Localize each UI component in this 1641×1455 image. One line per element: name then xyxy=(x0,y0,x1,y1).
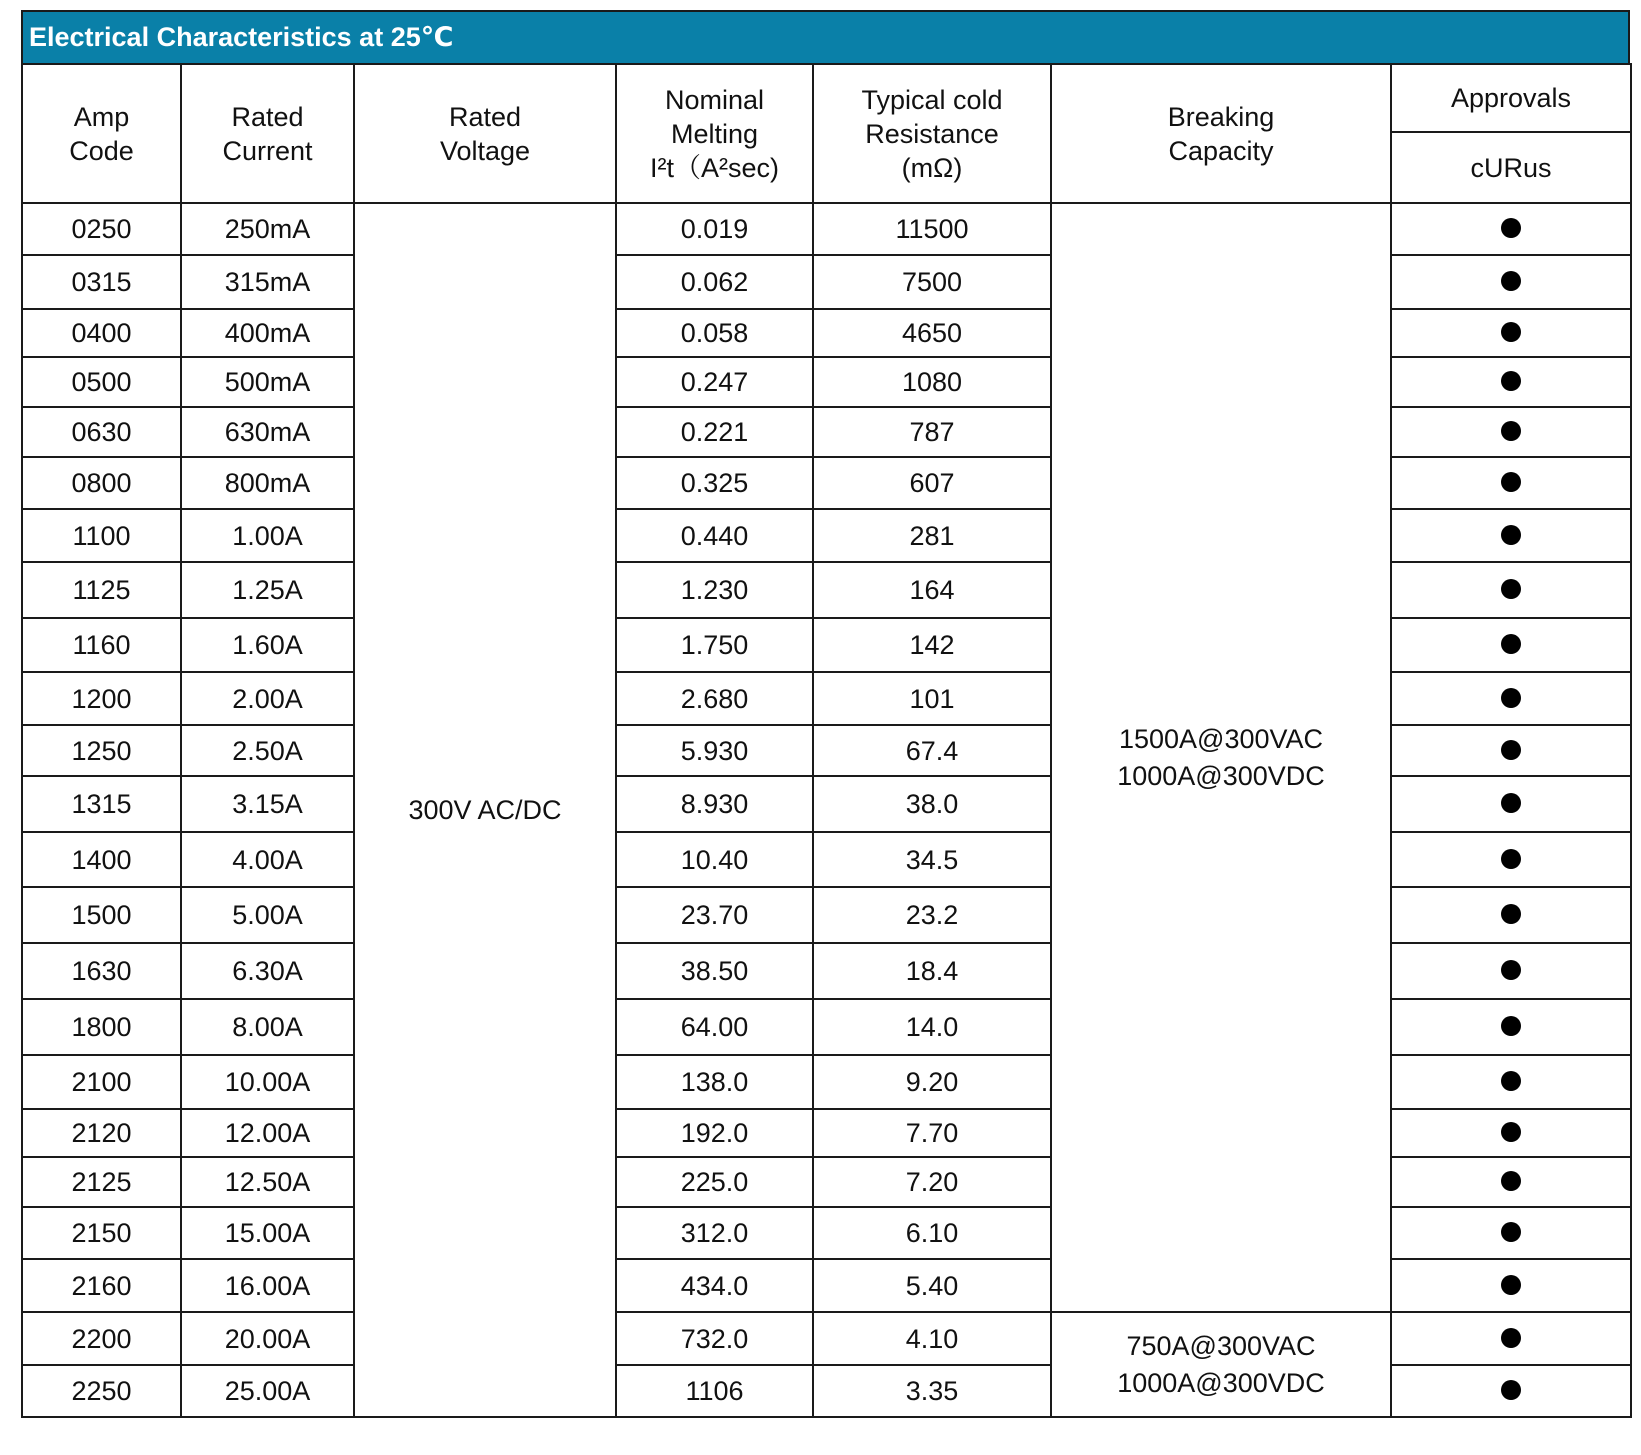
approval-cell xyxy=(1391,887,1631,943)
rated-current-cell: 250mA xyxy=(181,203,354,255)
amp-code-cell: 1500 xyxy=(22,887,181,943)
approval-dot-icon xyxy=(1501,525,1521,545)
nominal-melting-cell: 138.0 xyxy=(616,1055,813,1109)
amp-code-cell: 1125 xyxy=(22,562,181,618)
approval-cell xyxy=(1391,1259,1631,1312)
nominal-melting-cell: 1106 xyxy=(616,1365,813,1417)
approval-dot-icon xyxy=(1501,1328,1521,1348)
nominal-melting-cell: 8.930 xyxy=(616,776,813,832)
nominal-melting-cell: 0.325 xyxy=(616,457,813,509)
nominal-melting-cell: 192.0 xyxy=(616,1109,813,1157)
nominal-melting-cell: 1.750 xyxy=(616,618,813,672)
rated-current-cell: 315mA xyxy=(181,255,354,309)
nominal-melting-cell: 0.019 xyxy=(616,203,813,255)
amp-code-cell: 1100 xyxy=(22,509,181,562)
approval-dot-icon xyxy=(1501,1275,1521,1295)
nominal-melting-cell: 0.058 xyxy=(616,309,813,357)
approval-cell xyxy=(1391,999,1631,1055)
table-row xyxy=(22,203,1631,255)
nominal-melting-cell: 38.50 xyxy=(616,943,813,999)
approval-cell xyxy=(1391,457,1631,509)
approval-cell xyxy=(1391,1207,1631,1259)
approval-dot-icon xyxy=(1501,793,1521,813)
cold-resistance-cell: 607 xyxy=(813,457,1051,509)
cold-resistance-cell: 5.40 xyxy=(813,1259,1051,1312)
nominal-melting-cell: 64.00 xyxy=(616,999,813,1055)
amp-code-cell: 1160 xyxy=(22,618,181,672)
amp-code-cell: 1200 xyxy=(22,672,181,725)
cold-resistance-cell: 7.70 xyxy=(813,1109,1051,1157)
header-approvals-curus: cURus xyxy=(1391,132,1631,203)
cold-resistance-cell: 164 xyxy=(813,562,1051,618)
approval-dot-icon xyxy=(1501,271,1521,291)
nominal-melting-cell: 5.930 xyxy=(616,725,813,776)
electrical-characteristics-sheet xyxy=(21,10,1630,1418)
rated-current-cell: 12.00A xyxy=(181,1109,354,1157)
nominal-melting-cell: 0.247 xyxy=(616,357,813,407)
rated-current-cell: 500mA xyxy=(181,357,354,407)
breaking-capacity-line: 1000A@300VDC xyxy=(1117,760,1325,791)
cold-resistance-cell: 101 xyxy=(813,672,1051,725)
amp-code-cell: 1315 xyxy=(22,776,181,832)
rated-current-cell: 12.50A xyxy=(181,1157,354,1207)
rated-current-cell: 15.00A xyxy=(181,1207,354,1259)
breaking-capacity-cell xyxy=(1051,1312,1391,1417)
approval-dot-icon xyxy=(1501,740,1521,760)
approval-cell xyxy=(1391,776,1631,832)
table-row xyxy=(22,1312,1631,1365)
approval-cell xyxy=(1391,618,1631,672)
rated-current-cell: 2.00A xyxy=(181,672,354,725)
header-approvals: Approvals xyxy=(1391,64,1631,132)
header-rated-voltage: Rated Voltage xyxy=(354,64,616,203)
amp-code-cell: 2120 xyxy=(22,1109,181,1157)
approval-cell xyxy=(1391,943,1631,999)
approval-dot-icon xyxy=(1501,1122,1521,1142)
rated-current-cell: 16.00A xyxy=(181,1259,354,1312)
approval-cell xyxy=(1391,1157,1631,1207)
nominal-melting-cell: 0.440 xyxy=(616,509,813,562)
header-breaking-capacity: Breaking Capacity xyxy=(1051,64,1391,203)
approval-dot-icon xyxy=(1501,1222,1521,1242)
approval-cell xyxy=(1391,357,1631,407)
cold-resistance-cell: 38.0 xyxy=(813,776,1051,832)
approval-cell xyxy=(1391,1365,1631,1417)
approval-dot-icon xyxy=(1501,688,1521,708)
cold-resistance-cell: 7500 xyxy=(813,255,1051,309)
approval-dot-icon xyxy=(1501,904,1521,924)
rated-current-cell: 6.30A xyxy=(181,943,354,999)
amp-code-cell: 0500 xyxy=(22,357,181,407)
nominal-melting-cell: 0.062 xyxy=(616,255,813,309)
rated-current-cell: 20.00A xyxy=(181,1312,354,1365)
nominal-melting-cell: 2.680 xyxy=(616,672,813,725)
rated-current-cell: 800mA xyxy=(181,457,354,509)
cold-resistance-cell: 3.35 xyxy=(813,1365,1051,1417)
nominal-melting-cell: 732.0 xyxy=(616,1312,813,1365)
amp-code-cell: 2200 xyxy=(22,1312,181,1365)
header-amp-code: Amp Code xyxy=(22,64,181,203)
header-rated-current: Rated Current xyxy=(181,64,354,203)
cold-resistance-cell: 4650 xyxy=(813,309,1051,357)
amp-code-cell: 2125 xyxy=(22,1157,181,1207)
approval-cell xyxy=(1391,255,1631,309)
approval-dot-icon xyxy=(1501,472,1521,492)
amp-code-cell: 0630 xyxy=(22,407,181,457)
rated-current-cell: 1.00A xyxy=(181,509,354,562)
breaking-capacity-line: 1500A@300VAC xyxy=(1118,723,1324,754)
approval-dot-icon xyxy=(1501,1071,1521,1091)
cold-resistance-cell: 787 xyxy=(813,407,1051,457)
rated-current-cell: 4.00A xyxy=(181,832,354,887)
cold-resistance-cell: 18.4 xyxy=(813,943,1051,999)
nominal-melting-cell: 10.40 xyxy=(616,832,813,887)
approval-cell xyxy=(1391,509,1631,562)
cold-resistance-cell: 67.4 xyxy=(813,725,1051,776)
amp-code-cell: 1400 xyxy=(22,832,181,887)
table-title: Electrical Characteristics at 25℃ xyxy=(21,10,1630,63)
cold-resistance-cell: 142 xyxy=(813,618,1051,672)
cold-resistance-cell: 4.10 xyxy=(813,1312,1051,1365)
rated-current-cell: 10.00A xyxy=(181,1055,354,1109)
cold-resistance-cell: 23.2 xyxy=(813,887,1051,943)
amp-code-cell: 2100 xyxy=(22,1055,181,1109)
amp-code-cell: 0315 xyxy=(22,255,181,309)
header-cold-resistance: Typical cold Resistance (mΩ) xyxy=(813,64,1051,203)
amp-code-cell: 1800 xyxy=(22,999,181,1055)
rated-current-cell: 8.00A xyxy=(181,999,354,1055)
rated-current-cell: 5.00A xyxy=(181,887,354,943)
approval-cell xyxy=(1391,672,1631,725)
approval-dot-icon xyxy=(1501,371,1521,391)
cold-resistance-cell: 14.0 xyxy=(813,999,1051,1055)
approval-cell xyxy=(1391,1312,1631,1365)
approval-dot-icon xyxy=(1501,634,1521,654)
rated-current-cell: 25.00A xyxy=(181,1365,354,1417)
amp-code-cell: 2160 xyxy=(22,1259,181,1312)
cold-resistance-cell: 34.5 xyxy=(813,832,1051,887)
approval-dot-icon xyxy=(1501,421,1521,441)
amp-code-cell: 2150 xyxy=(22,1207,181,1259)
approval-dot-icon xyxy=(1501,849,1521,869)
header-nominal-melting: Nominal Melting I²t（A²sec) xyxy=(616,64,813,203)
approval-cell xyxy=(1391,1055,1631,1109)
approval-cell xyxy=(1391,309,1631,357)
rated-current-cell: 400mA xyxy=(181,309,354,357)
amp-code-cell: 2250 xyxy=(22,1365,181,1417)
cold-resistance-cell: 281 xyxy=(813,509,1051,562)
approval-cell xyxy=(1391,562,1631,618)
approval-cell xyxy=(1391,832,1631,887)
electrical-characteristics-table xyxy=(21,63,1632,1418)
amp-code-cell: 1630 xyxy=(22,943,181,999)
approval-dot-icon xyxy=(1501,218,1521,238)
amp-code-cell: 1250 xyxy=(22,725,181,776)
approval-dot-icon xyxy=(1501,960,1521,980)
rated-current-cell: 1.60A xyxy=(181,618,354,672)
nominal-melting-cell: 225.0 xyxy=(616,1157,813,1207)
approval-cell xyxy=(1391,725,1631,776)
breaking-capacity-line: 1000A@300VDC xyxy=(1117,1367,1325,1398)
cold-resistance-cell: 7.20 xyxy=(813,1157,1051,1207)
approval-dot-icon xyxy=(1501,1171,1521,1191)
nominal-melting-cell: 312.0 xyxy=(616,1207,813,1259)
rated-current-cell: 3.15A xyxy=(181,776,354,832)
approval-cell xyxy=(1391,407,1631,457)
amp-code-cell: 0800 xyxy=(22,457,181,509)
approval-dot-icon xyxy=(1501,1380,1521,1400)
breaking-capacity-cell xyxy=(1051,203,1391,1312)
cold-resistance-cell: 6.10 xyxy=(813,1207,1051,1259)
nominal-melting-cell: 434.0 xyxy=(616,1259,813,1312)
nominal-melting-cell: 23.70 xyxy=(616,887,813,943)
cold-resistance-cell: 9.20 xyxy=(813,1055,1051,1109)
cold-resistance-cell: 1080 xyxy=(813,357,1051,407)
approval-dot-icon xyxy=(1501,322,1521,342)
amp-code-cell: 0250 xyxy=(22,203,181,255)
rated-voltage-cell: 300V AC/DC xyxy=(354,203,616,1417)
approval-dot-icon xyxy=(1501,579,1521,599)
table-body xyxy=(22,203,1631,1417)
breaking-capacity-line: 750A@300VAC xyxy=(1126,1330,1316,1361)
approval-cell xyxy=(1391,1109,1631,1157)
approval-cell xyxy=(1391,203,1631,255)
rated-current-cell: 630mA xyxy=(181,407,354,457)
nominal-melting-cell: 0.221 xyxy=(616,407,813,457)
approval-dot-icon xyxy=(1501,1016,1521,1036)
nominal-melting-cell: 1.230 xyxy=(616,562,813,618)
amp-code-cell: 0400 xyxy=(22,309,181,357)
cold-resistance-cell: 11500 xyxy=(813,203,1051,255)
rated-current-cell: 2.50A xyxy=(181,725,354,776)
rated-current-cell: 1.25A xyxy=(181,562,354,618)
